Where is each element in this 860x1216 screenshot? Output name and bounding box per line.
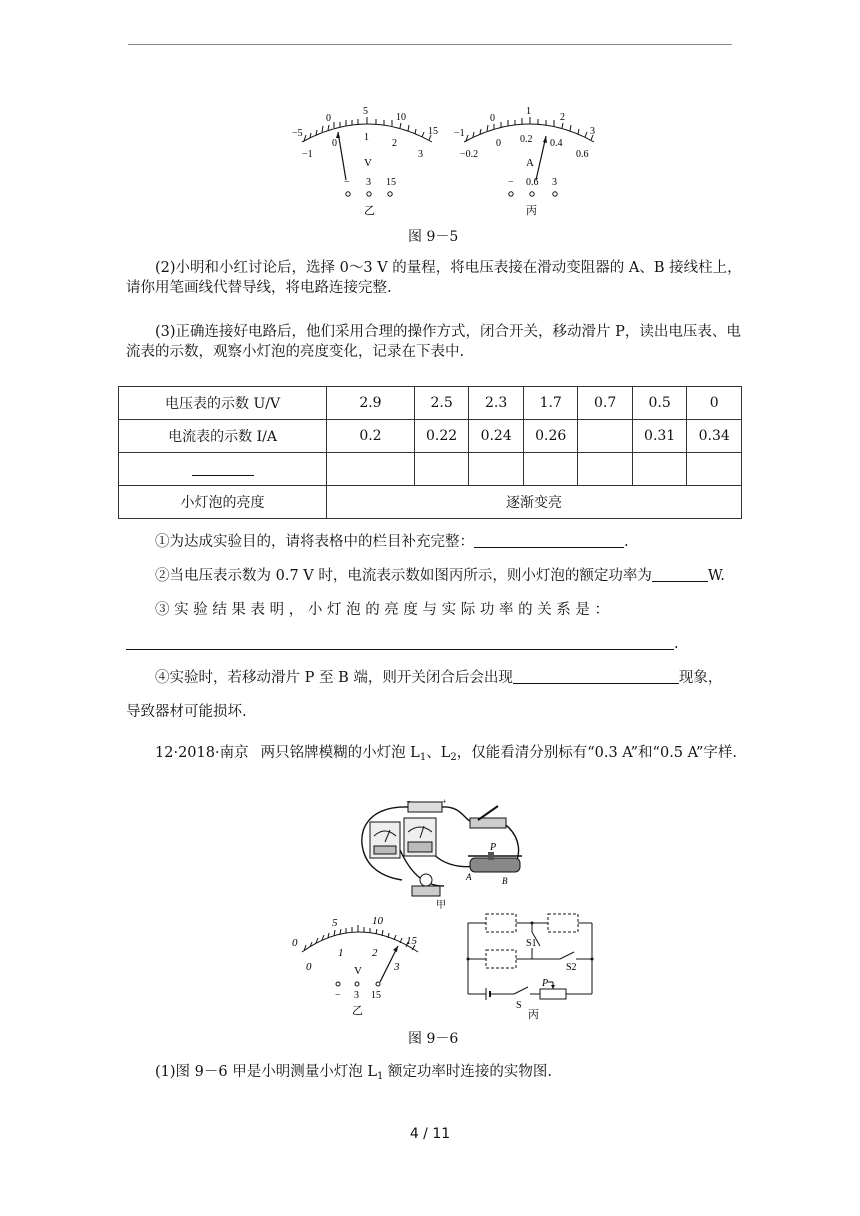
cell: 0.2 — [327, 420, 415, 453]
cell: 2.3 — [469, 387, 524, 420]
table-row — [119, 486, 742, 519]
cell — [414, 453, 469, 486]
v-bot-3: 2 — [392, 138, 397, 149]
cell: 2.5 — [414, 387, 469, 420]
question-number: 12 — [155, 745, 174, 761]
subscript: 1 — [376, 1071, 384, 1082]
m-bot-1: 1 — [338, 947, 344, 959]
a-unit: A — [526, 157, 534, 169]
v-bot-4: 3 — [418, 149, 423, 160]
circuit-label: 丙 — [528, 1009, 539, 1020]
a-bot-2: 0.2 — [520, 134, 533, 145]
m-term-2: 15 — [371, 990, 381, 1001]
cell: 2.9 — [327, 387, 415, 420]
question-12-text: 两只铭牌模糊的小灯泡 L — [260, 745, 420, 761]
answer-blank[interactable] — [513, 669, 679, 684]
battery-icon — [408, 802, 442, 812]
table-row — [119, 420, 742, 453]
ammeter-icon — [370, 822, 400, 858]
a-term-2: 3 — [552, 177, 557, 188]
photo-mark-p: P — [490, 842, 497, 853]
svg-text:−: − — [406, 797, 411, 806]
sub-question-1 — [126, 532, 746, 552]
question-12-1-tail: 额定功率时连接的实物图. — [383, 1064, 553, 1080]
cell — [523, 453, 578, 486]
blank-line — [192, 461, 254, 476]
m-label: 乙 — [352, 1005, 363, 1016]
a-top-1: 0 — [490, 113, 495, 124]
row-head-brightness: 小灯泡的亮度 — [119, 486, 327, 519]
cell — [327, 453, 415, 486]
cell — [687, 453, 742, 486]
table-row — [119, 453, 742, 486]
m-top-1: 5 — [332, 917, 338, 929]
sub-question-1-text: ①为达成实验目的，请将表格中的栏目补充完整： — [155, 534, 474, 550]
answer-blank[interactable] — [126, 635, 674, 650]
a-term-1: 0.6 — [526, 177, 539, 188]
cell — [578, 453, 632, 486]
header-rule — [128, 44, 732, 45]
a-top-4: 3 — [590, 126, 595, 137]
figure-9-6-photo — [352, 796, 532, 910]
period: . — [624, 534, 629, 550]
photo-mark-a: A — [466, 872, 472, 882]
row-head-voltage: 电压表的示数 U/V — [119, 387, 327, 420]
v-bot-0: −1 — [302, 149, 313, 160]
a-top-3: 2 — [560, 112, 565, 123]
answer-blank[interactable] — [474, 533, 624, 548]
cell: 0.31 — [632, 420, 687, 453]
cell: 0.7 — [578, 387, 632, 420]
a-bot-4: 0.6 — [576, 149, 589, 160]
photo-mark-b: B — [502, 876, 508, 886]
a-bot-3: 0.4 — [550, 138, 563, 149]
v-bot-2: 1 — [364, 132, 369, 143]
m-bot-0: 0 — [306, 961, 312, 973]
page-number: 4 / 11 — [409, 1126, 451, 1142]
voltmeter-pointer — [338, 132, 346, 180]
sub-question-2 — [126, 566, 746, 586]
period: . — [674, 636, 679, 652]
voltmeter-dial — [292, 106, 438, 217]
cell: 0.22 — [414, 420, 469, 453]
cell — [632, 453, 687, 486]
sub-question-4-cont: 导致器材可能损坏. — [126, 704, 247, 720]
question-12-1-text: (1)图 9－6 甲是小明测量小灯泡 L — [155, 1064, 377, 1080]
cell: 0.5 — [632, 387, 687, 420]
question-source: 2018·南京 — [178, 745, 249, 761]
caption-9-6: 图 9－6 — [408, 1031, 459, 1047]
v-top-0: −5 — [292, 128, 303, 139]
a-top-2: 1 — [526, 106, 531, 117]
v-unit: V — [364, 157, 372, 169]
brightness-value: 逐渐变亮 — [327, 486, 742, 519]
m-term-1: 3 — [354, 990, 359, 1001]
v-label: 乙 — [364, 205, 375, 217]
m-term-0: − — [335, 990, 341, 1001]
circuit-p: P — [542, 978, 549, 989]
question-2: (2)小明和小红讨论后，选择 0～3 V 的量程，将电压表接在滑动变阻器的 A、B 接线柱上，请你用笔画线代替导线，将电路连接完整. — [126, 260, 742, 296]
m-bot-3: 3 — [394, 961, 400, 973]
v-term-0: − — [344, 177, 350, 188]
a-bot-1: 0 — [496, 138, 501, 149]
circuit-s1: S1 — [526, 938, 537, 949]
cell — [578, 420, 632, 453]
v-term-2: 15 — [386, 177, 396, 188]
m-top-2: 10 — [372, 915, 383, 927]
dot: · — [173, 745, 179, 761]
circuit-s2: S2 — [566, 962, 577, 973]
v-top-3: 10 — [396, 112, 406, 123]
a-label: 丙 — [526, 205, 537, 217]
sub-question-3-answer — [126, 634, 746, 654]
sub-question-4-text: ④实验时，若移动滑片 P 至 B 端，则开关闭合后会出现 — [155, 670, 513, 686]
question-12 — [126, 742, 746, 769]
m-top-0: 0 — [292, 937, 298, 949]
v-term-1: 3 — [366, 177, 371, 188]
m-top-3: 15 — [406, 935, 417, 947]
cell: 1.7 — [523, 387, 578, 420]
question-3: (3)正确连接好电路后，他们采用合理的操作方式，闭合开关，移动滑片 P，读出电压表、电流表的示数，观察小灯泡的亮度变化，记录在下表中. — [126, 324, 741, 360]
sub-question-3: ③ 实 验 结 果 表 明 ， 小 灯 泡 的 亮 度 与 实 际 功 率 的 关 系 是 ： — [155, 602, 610, 618]
cell: 0 — [687, 387, 742, 420]
cell: 0.26 — [523, 420, 578, 453]
unit-w: W. — [707, 568, 725, 584]
question-12-rest: ，仅能看清分别标有“0.3 A”和“0.5 A”字样. — [456, 745, 737, 761]
data-table — [118, 386, 742, 519]
circuit-s: S — [516, 1000, 522, 1011]
ammeter-dial — [454, 106, 595, 217]
figure-9-5 — [280, 100, 610, 220]
voltmeter-icon — [404, 818, 436, 856]
svg-text:+: + — [442, 797, 447, 806]
v-top-1: 0 — [326, 113, 331, 124]
a-top-0: −1 — [454, 128, 465, 139]
sub-question-2-text: ②当电压表示数为 0.7 V 时，电流表示数如图丙所示，则小灯泡的额定功率为 — [155, 568, 652, 584]
row-head-current: 电流表的示数 I/A — [119, 420, 327, 453]
question-12-mid: 、L — [426, 745, 451, 761]
v-bot-1: 0 — [332, 138, 337, 149]
figure-9-6-circuit — [460, 908, 600, 1020]
ammeter-pointer — [536, 136, 546, 180]
photo-label: 甲 — [436, 900, 446, 910]
sub-question-4-tail: 现象， — [678, 670, 723, 686]
a-term-0: − — [508, 177, 514, 188]
figure-9-6-meter — [284, 912, 434, 1016]
m-bot-2: 2 — [372, 947, 378, 959]
subscript: 1 — [419, 752, 427, 763]
table-row — [119, 387, 742, 420]
subscript: 2 — [450, 752, 457, 763]
m-unit: V — [354, 965, 362, 977]
cell — [469, 453, 524, 486]
a-bot-0: −0.2 — [460, 149, 479, 160]
question-12-1 — [126, 1062, 746, 1087]
cell: 0.24 — [469, 420, 524, 453]
row-head-blank[interactable] — [119, 453, 327, 486]
answer-blank[interactable] — [652, 567, 708, 582]
caption-9-5: 图 9－5 — [408, 229, 459, 245]
sub-question-4 — [126, 668, 746, 688]
cell: 0.34 — [687, 420, 742, 453]
v-top-4: 15 — [428, 126, 438, 137]
v-top-2: 5 — [363, 106, 368, 117]
